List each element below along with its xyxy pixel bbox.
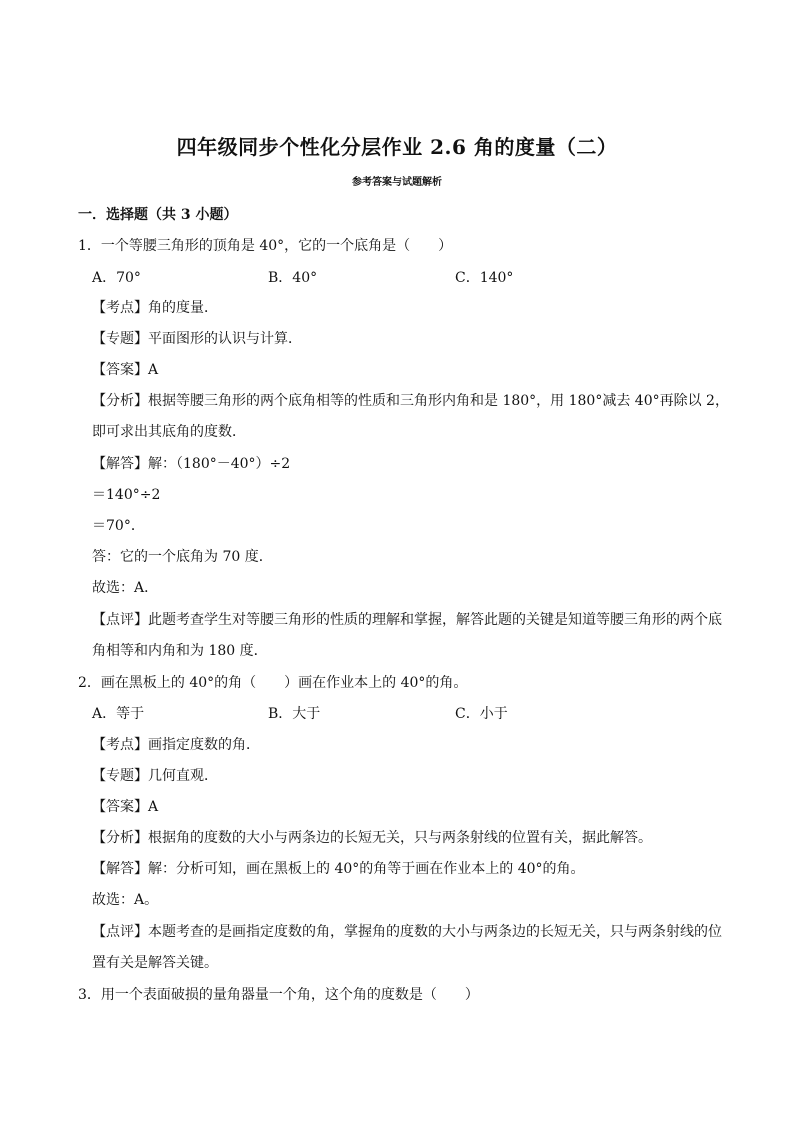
question-2-stem: 2．画在黑板上的 40°的角（ ）画在作业本上的 40°的角。 — [78, 675, 468, 691]
question-1-zhuanti: 【专题】平面图形的认识与计算． — [92, 331, 302, 347]
question-2-option-b: B．大于 — [268, 706, 321, 722]
question-2-analysis-line-1: 【分析】根据角的度数的大小与两条边的长短无关，只与两条射线的位置有关，据此解答。 — [92, 830, 652, 846]
question-2-answer: 【答案】A — [92, 799, 159, 815]
question-1-solution-line-1: 【解答】解：（180°－40°）÷2 — [92, 456, 291, 472]
question-1-solution-line-2: ＝140°÷2 — [92, 487, 161, 503]
question-1-answer: 【答案】A — [92, 362, 159, 378]
question-1-comment-line-1: 【点评】此题考查学生对等腰三角形的性质的理解和掌握，解答此题的关键是知道等腰三角形的两个底 — [92, 612, 722, 628]
question-1-analysis-line-2: 即可求出其底角的度数． — [92, 424, 246, 440]
section-heading: 一．选择题（共 3 小题） — [78, 207, 238, 223]
page-subtitle: 参考答案与试题解析 — [352, 177, 442, 188]
question-2-solution-line-1: 【解答】解：分析可知，画在黑板上的 40°的角等于画在作业本上的 40°的角。 — [92, 861, 585, 877]
question-2-option-a: A．等于 — [92, 706, 145, 722]
question-1-stem: 1．一个等腰三角形的顶角是 40°，它的一个底角是（ ） — [78, 238, 453, 254]
question-2-comment-line-1: 【点评】本题考查的是画指定度数的角，掌握角的度数的大小与两条边的长短无关，只与两条射线的位 — [92, 924, 722, 940]
question-2-kaodian: 【考点】画指定度数的角． — [92, 737, 260, 753]
question-2-comment-line-2: 置有关是解答关键。 — [92, 955, 218, 971]
question-1-option-b: B．40° — [268, 270, 318, 286]
question-1-comment-line-2: 角相等和内角和为 180 度． — [92, 643, 268, 659]
question-1-solution-line-5: 故选：A． — [92, 580, 159, 596]
question-2-option-c: C．小于 — [455, 706, 508, 722]
question-1-analysis-line-1: 【分析】根据等腰三角形的两个底角相等的性质和三角形内角和是 180°，用 180°减去 40°再除以 2， — [92, 393, 729, 409]
question-1-option-a: A．70° — [92, 270, 141, 286]
question-1-kaodian: 【考点】角的度量． — [92, 300, 218, 316]
question-2-zhuanti: 【专题】几何直观． — [92, 768, 218, 784]
question-1-solution-line-3: ＝70°． — [92, 518, 145, 534]
page-title: 四年级同步个性化分层作业 2.6 角的度量（二） — [176, 135, 618, 159]
question-2-solution-line-2: 故选：A。 — [92, 892, 159, 908]
question-1-option-c: C．140° — [455, 270, 514, 286]
question-3-stem: 3．用一个表面破损的量角器量一个角，这个角的度数是（ ） — [78, 987, 479, 1003]
question-1-solution-line-4: 答：它的一个底角为 70 度． — [92, 549, 273, 565]
